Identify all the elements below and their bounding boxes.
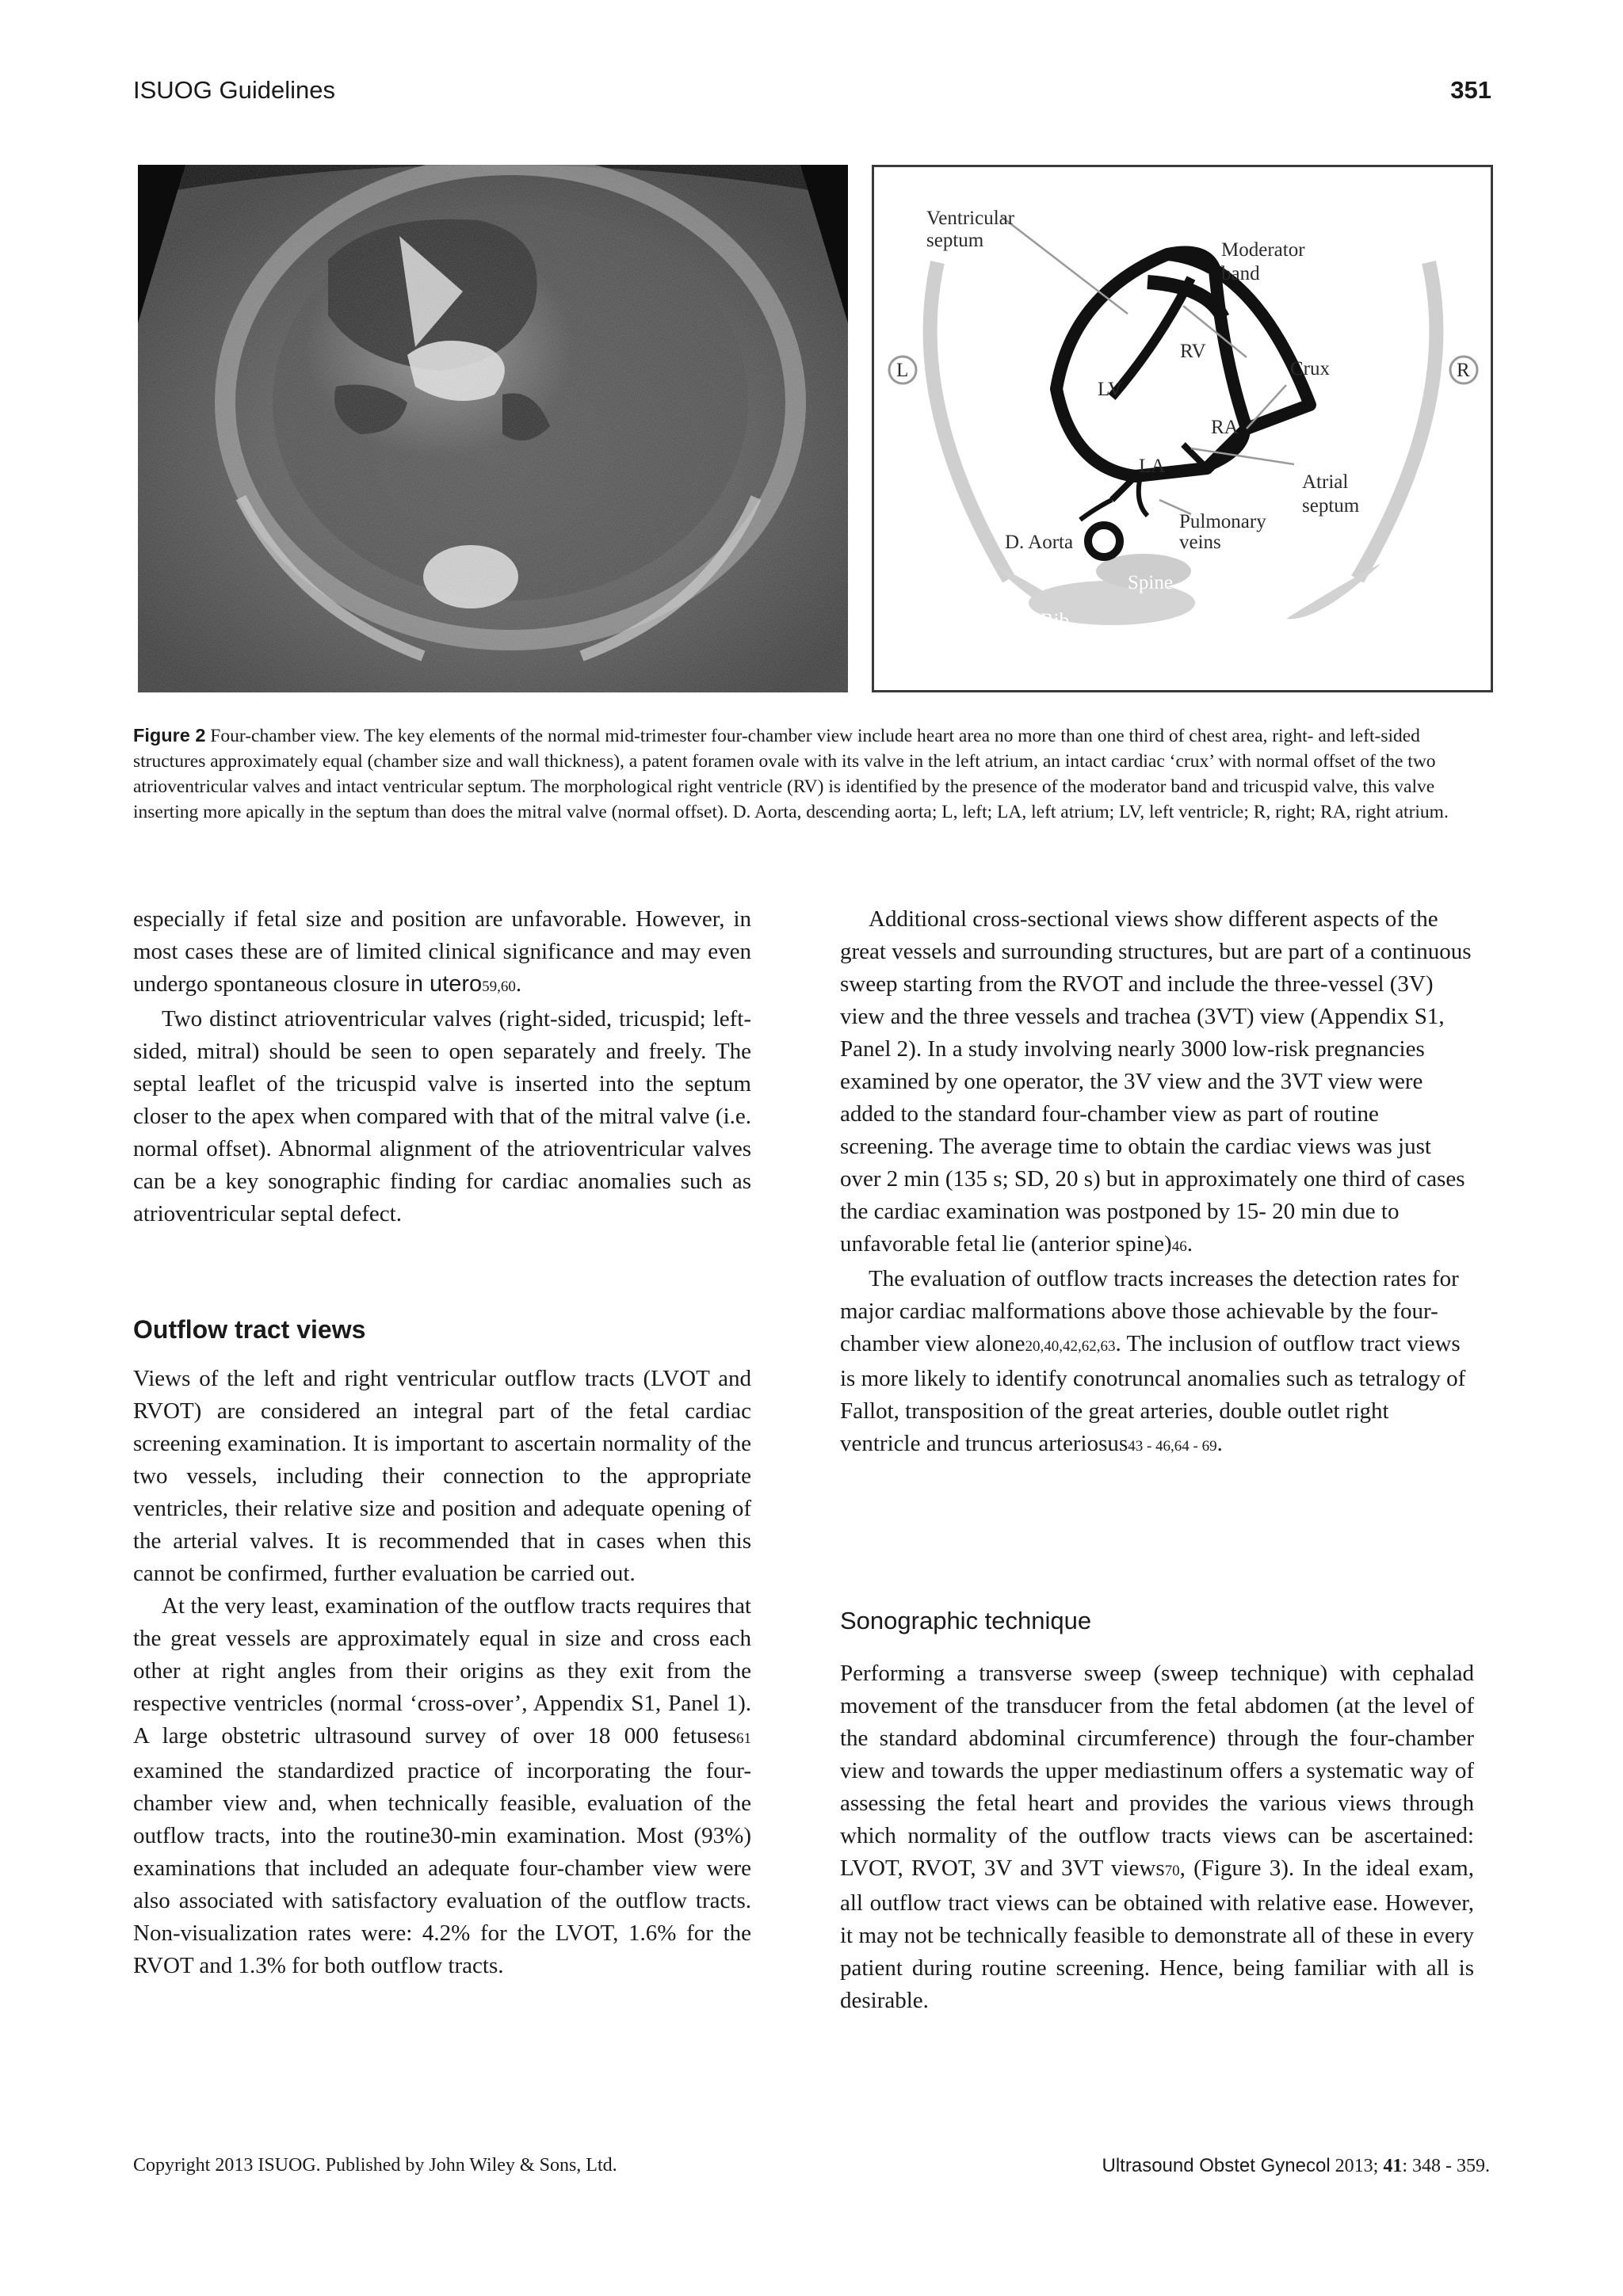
label-l: L <box>896 360 909 381</box>
label-crux: Crux <box>1290 358 1330 379</box>
label-moderator-band-2: band <box>1221 263 1260 284</box>
figure-caption <box>133 723 1490 825</box>
reference: 59,60 <box>482 978 516 995</box>
ultrasound-image <box>138 165 848 692</box>
footer-citation: Ultrasound Obstet Gynecol 2013; 41: 348 - 359. <box>1102 2155 1490 2176</box>
left-column-lower <box>133 1363 751 1982</box>
four-chamber-diagram <box>872 165 1493 692</box>
reference: 43 - 46,64 - 69 <box>1128 1438 1217 1455</box>
page-number: 351 <box>1450 76 1491 104</box>
footer-copyright: Copyright 2013 ISUOG. Published by John Wiley & Sons, Ltd. <box>133 2155 617 2176</box>
volume: 41 <box>1383 2156 1403 2176</box>
right-column-lower <box>840 1657 1474 2017</box>
label-spine: Spine <box>1128 572 1173 593</box>
label-atrial-septum-2: septum <box>1302 495 1360 517</box>
label-la: LA <box>1139 456 1166 477</box>
label-atrial-septum-1: Atrial <box>1302 471 1349 493</box>
reference: 20,40,42,62,63 <box>1025 1338 1116 1355</box>
label-rib: Rib <box>1041 610 1070 631</box>
reference: 46 <box>1171 1238 1187 1255</box>
label-rv: RV <box>1180 341 1206 362</box>
journal-name: Ultrasound Obstet Gynecol <box>1102 2155 1331 2176</box>
label-pulmonary-veins-1: Pulmonary <box>1179 511 1266 532</box>
left-paragraph-4: At the very least, examination of the outflow tracts requires that the great vessels are approximately equal in size and cross each other at right angles from their origins as they exit from the respective ventricles (normal ‘cross-over’, Appendix S1, Panel 1). A large obstetric ultrasound survey of over 18 000 fetuses61 examined the standardized practice of incorporating the four-chamber view and, when technically feasible, evaluation of the outflow tracts, into the routine30-min examination. Most (93%) examinations that included an adequate four-chamber view were also associated with satisfactory evaluation of the outflow tracts. Non-visualization rates were: 4.2% for the LVOT, 1.6% for the RVOT and 1.3% for both outflow tracts. <box>133 1593 751 1978</box>
reference: 61 <box>736 1730 751 1747</box>
label-r: R <box>1457 360 1470 381</box>
caption-text: Four-chamber view. The key elements of the normal mid-trimester four-chamber view include heart area no more than one third of chest area, right- and left-sided structures approximately equal (chamber size and wall thickness), a patent foramen ovale with its valve in the left atrium, an intact cardiac ‘crux’ with normal offset of the two atrioventricular valves and intact ventricular septum. The morphological right ventricle (RV) is identified by the presence of the moderator band and tricuspid valve, this valve inserting more apically in the septum than does the mitral valve (normal offset). D. Aorta, descending aorta; L, left; LA, left atrium; LV, left ventricle; R, right; RA, right atrium. <box>133 726 1449 822</box>
left-paragraph-2: Two distinct atrioventricular valves (right-sided, tricuspid; left-sided, mitral) should be seen to open separately and freely. The septal leaflet of the tricuspid valve is inserted into the septum closer to the apex when compared with that of the mitral valve (i.e. normal offset). Abnormal alignment of the atrioventricular valves can be a key sonographic finding for cardiac anomalies such as atrioventricular septal defect. <box>133 1006 751 1226</box>
left-paragraph-3: Views of the left and right ventricular outflow tracts (LVOT and RVOT) are considered an integral part of the fetal cardiac screening examination. It is important to ascertain normality of the two vessels, including their connection to the appropriate ventricles, their relative size and position and adequate opening of the arterial valves. It is recommended that in cases when this cannot be confirmed, further evaluation be carried out. <box>133 1366 751 1586</box>
label-ventricular-septum-1: Ventricular <box>926 208 1015 229</box>
heading-outflow-tract-views: Outflow tract views <box>133 1315 366 1344</box>
label-ventricular-septum-2: septum <box>926 230 984 251</box>
caption-label: Figure 2 <box>133 725 206 746</box>
right-column <box>840 903 1474 1463</box>
label-d-aorta: D. Aorta <box>1005 532 1074 553</box>
right-paragraph-3: Performing a transverse sweep (sweep technique) with cephalad movement of the transducer from the fetal abdomen (at the level of the standard abdominal circumference) through the four-chamber view and towards the upper mediastinum offers a systematic way of assessing the fetal heart and provides the various views through which normality of the outflow tracts views can be ascertained: LVOT, RVOT, 3V and 3VT views70, (Figure 3). In the ideal exam, all outflow tract views can be obtained with relative ease. However, it may not be technically feasible to demonstrate all of these in every patient during routine screening. Hence, being familiar with all is desirable. <box>840 1661 1474 2013</box>
label-moderator-band-1: Moderator <box>1221 239 1305 261</box>
heading-sonographic-technique: Sonographic technique <box>840 1607 1092 1634</box>
left-column <box>133 903 751 1230</box>
reference: 70 <box>1164 1863 1180 1879</box>
italic-in-utero: in utero <box>405 971 483 997</box>
label-pulmonary-veins-2: veins <box>1179 532 1221 553</box>
running-head: ISUOG Guidelines <box>133 76 335 104</box>
label-ra: RA <box>1211 417 1239 438</box>
right-paragraph-1: Additional cross-sectional views show different aspects of the great vessels and surrounding structures, but are part of a continuous sweep starting from the RVOT and include the three-vessel (3V) view and the three vessels and trachea (3VT) view (Appendix S1, Panel 2). In a study involving nearly 3000 low-risk pregnancies examined by one operator, the 3V view and the 3VT view were added to the standard four-chamber view as part of routine screening. The average time to obtain the cardiac views was just over 2 min (135 s; SD, 20 s) but in approximately one third of cases the cardiac examination was postponed by 15- 20 min due to unfavorable fetal lie (anterior spine)46. <box>840 906 1472 1257</box>
label-lv: LV <box>1098 379 1123 400</box>
right-paragraph-2: The evaluation of outflow tracts increases the detection rates for major cardiac malformations above those achievable by the four-chamber view alone20,40,42,62,63. The inclusion of outflow tract views is more likely to identify conotruncal anomalies such as tetralogy of Fallot, transposition of the great arteries, double outlet right ventricle and truncus arteriosus43 - 46,64 - 69. <box>840 1266 1466 1456</box>
left-paragraph-1: especially if fetal size and position are unfavorable. However, in most cases these are of limited clinical significance and may even undergo spontaneous closure in utero59,60. <box>133 906 751 997</box>
